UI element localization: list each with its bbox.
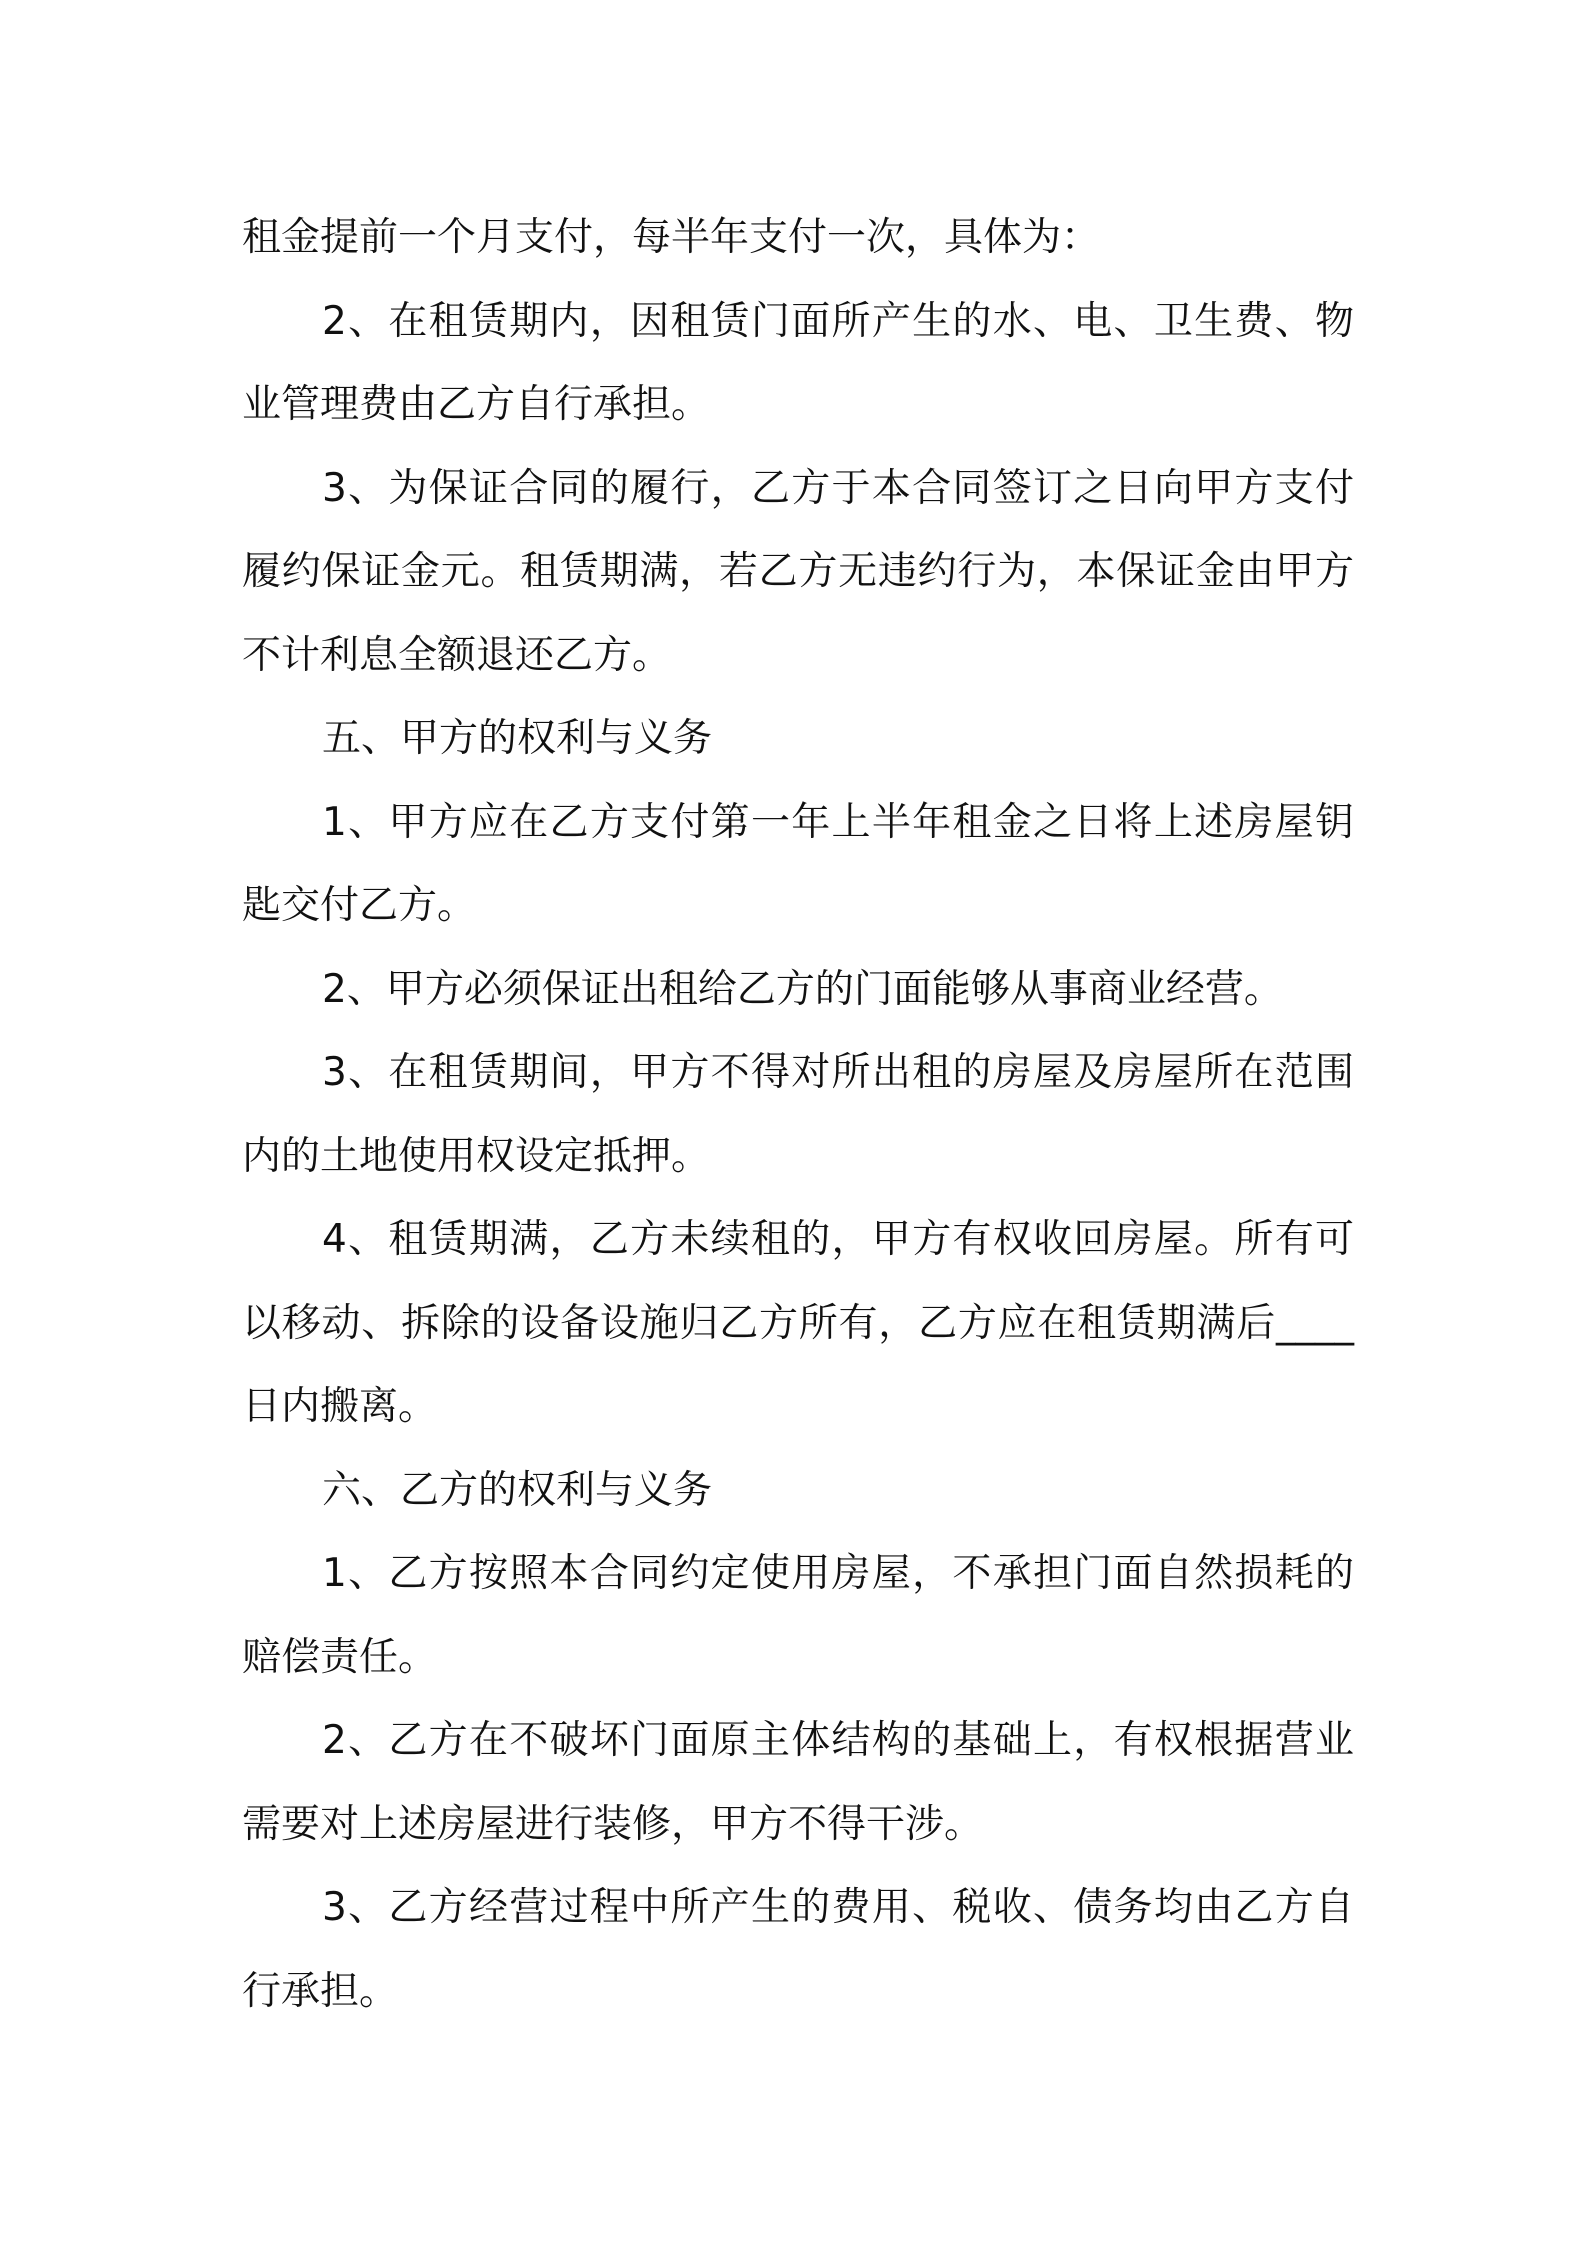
paragraph-party-a-business: 2、甲方必须保证出租给乙方的门面能够从事商业经营。	[322, 966, 1283, 1012]
paragraph-utilities: 2、在租赁期内，因租赁门面所产生的水、电、卫生费、物业管理费由乙方自行承担。	[242, 298, 1354, 427]
document-body	[242, 196, 1354, 2033]
paragraph-party-b-expenses: 3、乙方经营过程中所产生的费用、税收、债务均由乙方自行承担。	[242, 1885, 1354, 2014]
paragraph-rent-payment: 租金提前一个月支付，每半年支付一次，具体为：	[242, 215, 1101, 260]
paragraph-deposit: 3、为保证合同的履行，乙方于本合同签订之日向甲方支付履约保证金元。租赁期满，若乙方无违约行为，本保证金由甲方不计利息全额退还乙方。	[242, 465, 1354, 678]
paragraph-party-a-reclaim: 4、租赁期满，乙方未续租的，甲方有权收回房屋。所有可以移动、拆除的设备设施归乙方所有，乙方应在租赁期满后____日内搬离。	[242, 1217, 1354, 1429]
section-heading-party-b: 六、乙方的权利与义务	[322, 1467, 713, 1513]
paragraph-party-a-mortgage: 3、在租赁期间，甲方不得对所出租的房屋及房屋所在范围内的土地使用权设定抵押。	[242, 1050, 1354, 1179]
section-heading-party-a: 五、甲方的权利与义务	[322, 716, 713, 761]
paragraph-party-b-use: 1、乙方按照本合同约定使用房屋，不承担门面自然损耗的赔偿责任。	[242, 1551, 1354, 1680]
paragraph-party-a-keys: 1、甲方应在乙方支付第一年上半年租金之日将上述房屋钥匙交付乙方。	[242, 799, 1354, 928]
paragraph-party-b-renovation: 2、乙方在不破坏门面原主体结构的基础上，有权根据营业需要对上述房屋进行装修，甲方不得干涉。	[242, 1718, 1354, 1847]
